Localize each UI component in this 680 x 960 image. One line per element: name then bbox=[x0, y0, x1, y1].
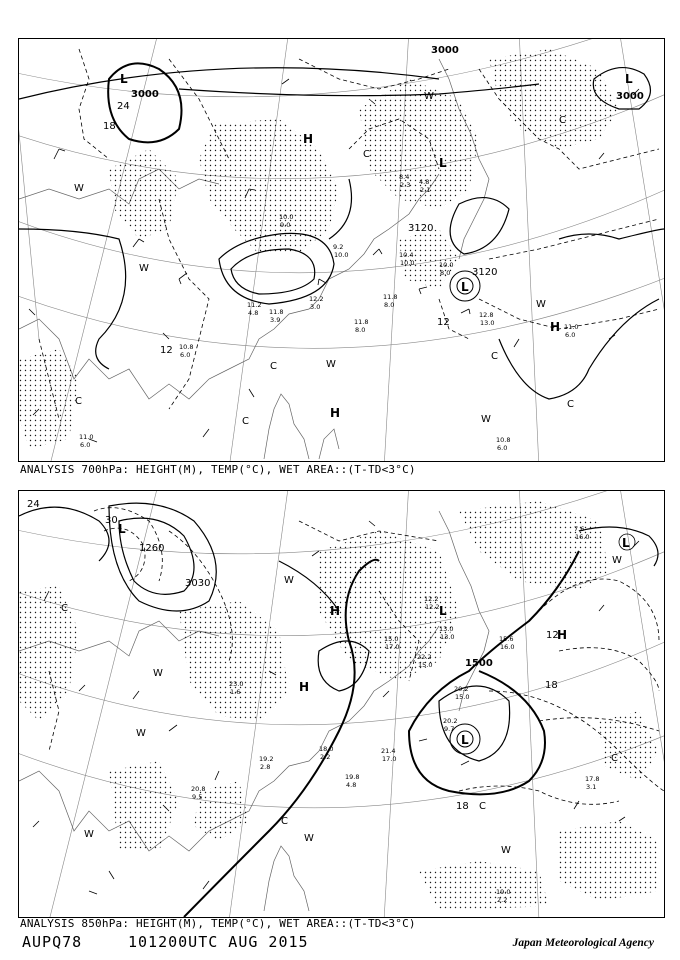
station-value: 22.2 bbox=[417, 653, 432, 661]
cold-marker: C bbox=[479, 801, 486, 812]
station-value: 20.8 bbox=[191, 785, 206, 793]
cold-marker: C bbox=[61, 603, 68, 614]
cold-marker: C bbox=[363, 149, 370, 160]
station-value: 17.8 bbox=[585, 775, 600, 783]
cold-marker: C bbox=[270, 361, 277, 372]
svg-text:16.0: 16.0 bbox=[575, 533, 590, 541]
svg-text:6.0: 6.0 bbox=[80, 441, 91, 449]
svg-text:9.7: 9.7 bbox=[444, 725, 455, 733]
warm-marker: W bbox=[304, 833, 314, 844]
low-center-symbol: L bbox=[461, 733, 469, 747]
station-value: 19.2 bbox=[259, 755, 274, 763]
contour-label: 1260 bbox=[139, 543, 165, 554]
station-value: 10.0 bbox=[439, 261, 454, 269]
warm-marker: W bbox=[501, 845, 511, 856]
high-center-symbol: H bbox=[550, 320, 561, 334]
station-value: 21.4 bbox=[381, 747, 396, 755]
low-center-symbol: L bbox=[461, 280, 469, 294]
svg-text:10.0: 10.0 bbox=[334, 251, 349, 259]
contour-label: 12 bbox=[160, 345, 173, 356]
station-value: 7.6 bbox=[574, 525, 585, 533]
warm-marker: W bbox=[153, 668, 163, 679]
contour-label: 3000 bbox=[431, 45, 459, 56]
svg-text:8.0: 8.0 bbox=[384, 301, 395, 309]
station-value: 15.0 bbox=[384, 635, 399, 643]
svg-text:9.5: 9.5 bbox=[192, 793, 203, 801]
panel-caption-850hpa: ANALYSIS 850hPa: HEIGHT(M), TEMP(°C), WET AREA::(T-TD<3°C) bbox=[20, 917, 416, 930]
station-value: 20.2 bbox=[443, 717, 458, 725]
panel-caption-700hpa: ANALYSIS 700hPa: HEIGHT(M), TEMP(°C), WET AREA::(T-TD<3°C) bbox=[20, 463, 416, 476]
svg-text:15.0: 15.0 bbox=[418, 661, 433, 669]
map-850hpa-svg bbox=[19, 491, 664, 917]
svg-text:13.0: 13.0 bbox=[480, 319, 495, 327]
svg-text:12.2: 12.2 bbox=[425, 603, 440, 611]
svg-text:15.0: 15.0 bbox=[455, 693, 470, 701]
svg-text:2.1: 2.1 bbox=[420, 186, 431, 194]
contour-label: 18 bbox=[456, 801, 469, 812]
low-center-symbol: L bbox=[622, 536, 630, 550]
svg-text:6.0: 6.0 bbox=[497, 444, 508, 452]
warm-marker: W bbox=[284, 575, 294, 586]
svg-text:4.8: 4.8 bbox=[346, 781, 357, 789]
contour-label: 18 bbox=[103, 121, 116, 132]
wet-area-shading bbox=[19, 501, 659, 911]
warm-marker: W bbox=[536, 299, 546, 310]
station-value: 11.0 bbox=[564, 323, 579, 331]
warm-marker: W bbox=[612, 555, 622, 566]
contour-label: 3120 bbox=[472, 267, 498, 278]
contour-label: 24 bbox=[117, 101, 130, 112]
svg-text:2.2: 2.2 bbox=[497, 896, 508, 904]
svg-text:17.0: 17.0 bbox=[382, 755, 397, 763]
svg-text:16.0: 16.0 bbox=[500, 643, 515, 651]
station-value: 10.8 bbox=[179, 343, 194, 351]
station-value: 15.6 bbox=[499, 635, 514, 643]
contour-label: 3000 bbox=[131, 89, 159, 100]
warm-marker: W bbox=[136, 728, 146, 739]
contour-label: 3030 bbox=[185, 578, 211, 589]
cold-marker: C bbox=[491, 351, 498, 362]
map-panel-850hpa bbox=[18, 490, 665, 918]
station-value: 20.2 bbox=[454, 685, 469, 693]
high-center-symbol: H bbox=[557, 628, 568, 642]
station-value: 10.0 bbox=[279, 213, 294, 221]
low-center-symbol: L bbox=[439, 156, 447, 170]
station-value: 18.0 bbox=[319, 745, 334, 753]
cold-marker: C bbox=[281, 816, 288, 827]
svg-text:10.0: 10.0 bbox=[400, 259, 415, 267]
cold-marker: C bbox=[75, 396, 82, 407]
station-value: 13.0 bbox=[439, 625, 454, 633]
high-center-symbol: H bbox=[299, 680, 310, 694]
map-panel-700hpa bbox=[18, 38, 665, 462]
contour-label: 3000 bbox=[616, 91, 644, 102]
warm-marker: W bbox=[481, 414, 491, 425]
warm-marker: W bbox=[424, 91, 434, 102]
svg-text:3.9: 3.9 bbox=[270, 316, 281, 324]
station-value: 10.8 bbox=[496, 436, 511, 444]
high-center-symbol: H bbox=[330, 406, 341, 420]
station-value: 19.8 bbox=[345, 773, 360, 781]
low-center-symbol: L bbox=[625, 72, 633, 86]
station-value: 11.8 bbox=[383, 293, 398, 301]
station-value: 23.0 bbox=[229, 680, 244, 688]
svg-text:17.0: 17.0 bbox=[385, 643, 400, 651]
svg-text:8.0: 8.0 bbox=[355, 326, 366, 334]
svg-text:4.8: 4.8 bbox=[248, 309, 259, 317]
map-700hpa-svg bbox=[19, 39, 664, 461]
station-value: 11.2 bbox=[247, 301, 262, 309]
station-value: 9.2 bbox=[333, 243, 344, 251]
svg-text:3.1: 3.1 bbox=[586, 783, 597, 791]
contour-label: 24 bbox=[27, 499, 40, 510]
svg-text:2.2: 2.2 bbox=[320, 753, 331, 761]
cold-marker: C bbox=[559, 115, 566, 126]
high-center-symbol: H bbox=[303, 132, 314, 146]
cold-marker: C bbox=[611, 753, 618, 764]
valid-time: 101200UTC AUG 2015 bbox=[128, 933, 309, 951]
svg-text:6.0: 6.0 bbox=[180, 351, 191, 359]
cold-marker: C bbox=[242, 416, 249, 427]
svg-text:2.3: 2.3 bbox=[400, 181, 411, 189]
chart-id: AUPQ78 bbox=[22, 933, 83, 951]
svg-text:8.0: 8.0 bbox=[440, 269, 451, 277]
station-value: 11.0 bbox=[79, 433, 94, 441]
contour-label: 1500 bbox=[465, 658, 493, 669]
station-value: 12.2 bbox=[424, 595, 439, 603]
warm-marker: W bbox=[74, 183, 84, 194]
warm-marker: W bbox=[84, 829, 94, 840]
contour-label: 3120 bbox=[408, 223, 434, 234]
contour-label: 30 bbox=[105, 515, 118, 526]
high-center-symbol: H bbox=[330, 604, 341, 618]
svg-text:13.0: 13.0 bbox=[440, 633, 455, 641]
low-center-symbol: L bbox=[120, 72, 128, 86]
station-value: 10.4 bbox=[399, 251, 414, 259]
svg-text:9.0: 9.0 bbox=[280, 221, 291, 229]
cold-marker: C bbox=[567, 399, 574, 410]
contour-label: 12 bbox=[437, 317, 450, 328]
station-value: 11.8 bbox=[354, 318, 369, 326]
station-value: 11.8 bbox=[269, 308, 284, 316]
warm-marker: W bbox=[326, 359, 336, 370]
agency-name: Japan Meteorological Agency bbox=[512, 937, 654, 949]
contour-label: 12 bbox=[546, 630, 559, 641]
contour-label: 18 bbox=[545, 680, 558, 691]
station-value: 12.8 bbox=[479, 311, 494, 319]
station-value: 12.2 bbox=[309, 295, 324, 303]
low-center-symbol: L bbox=[439, 604, 447, 618]
svg-text:1.6: 1.6 bbox=[230, 688, 241, 696]
low-center-symbol: L bbox=[118, 522, 126, 536]
warm-marker: W bbox=[139, 263, 149, 274]
station-value: 4.8 bbox=[419, 178, 430, 186]
svg-text:6.0: 6.0 bbox=[565, 331, 576, 339]
svg-text:2.8: 2.8 bbox=[260, 763, 271, 771]
station-value: 8.4 bbox=[399, 173, 410, 181]
station-value: 19.0 bbox=[496, 888, 511, 896]
svg-text:3.0: 3.0 bbox=[310, 303, 321, 311]
